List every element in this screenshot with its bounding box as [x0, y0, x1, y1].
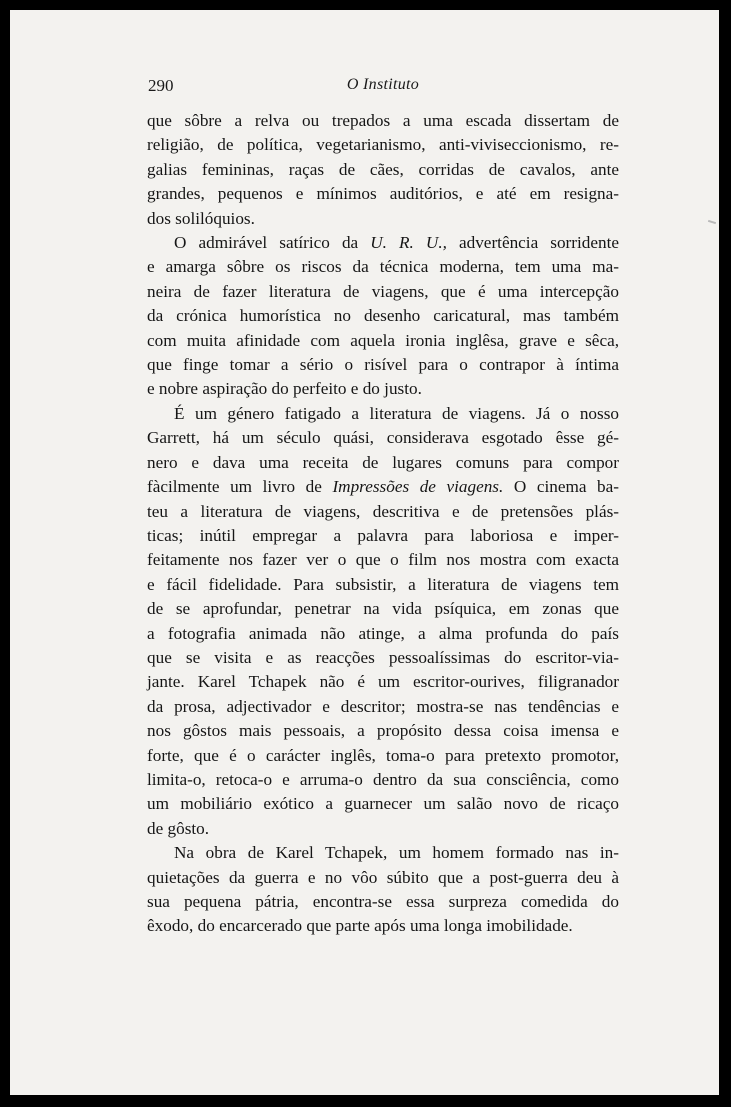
text-line: nos gôstos mais pessoais, a propósito dessa coisa imensa e: [147, 721, 619, 741]
text-line: Na obra de Karel Tchapek, um homem formado nas in-: [174, 843, 619, 863]
text-line: e nobre aspiração do perfeito e do justo.: [147, 379, 422, 399]
text-line: e amarga sôbre os riscos da técnica moderna, tem uma ma-: [147, 257, 619, 277]
text-line: que sôbre a relva ou trepados a uma escada dissertam de: [147, 111, 619, 130]
text-line: que se visita e as reacções pessoalíssimas do escritor-via-: [147, 647, 619, 667]
text-line: grandes, pequenos e mínimos auditórios, e até em resigna-: [147, 184, 619, 204]
text-line: Garrett, há um século quási, considerava esgotado êsse gé-: [147, 428, 619, 448]
body-text: [147, 109, 619, 939]
text-line: O admirável satírico da U. R. U., advertência sorridente: [174, 233, 619, 253]
text-line: neira de fazer literatura de viagens, que é uma intercepção: [147, 281, 619, 301]
text-line: jante. Karel Tchapek não é um escritor-ourives, filigranador: [147, 672, 619, 692]
text-line: limita-o, retoca-o e arruma-o dentro da sua consciência, como: [147, 769, 619, 789]
text-line: teu a literatura de viagens, descritiva e de pretensões plás-: [147, 501, 619, 521]
book-page: [10, 10, 719, 1095]
text-line: com muita afinidade com aquela ironia inglêsa, grave e sêca,: [147, 330, 619, 350]
text-line: quietações da guerra e no vôo súbito que a post-guerra deu à: [147, 867, 619, 887]
paper-speck: [708, 220, 716, 224]
text-line: êxodo, do encarcerado que parte após uma longa imobilidade.: [147, 916, 573, 936]
page-header: [148, 76, 618, 98]
text-line: religião, de política, vegetarianismo, anti-viviseccionismo, re-: [147, 135, 619, 155]
text-line: a fotografia animada não atinge, a alma profunda do país: [147, 623, 619, 643]
text-line: sua pequena pátria, encontra-se essa surpreza comedida do: [147, 892, 619, 911]
text-line: nero e dava uma receita de lugares comuns para compor: [147, 452, 619, 472]
text-line: da crónica humorística no desenho caricatural, mas também: [147, 306, 619, 326]
text-line: de se aprofundar, penetrar na vida psíquica, em zonas que: [147, 599, 619, 619]
paragraph: [147, 231, 619, 402]
text-line: dos solilóquios.: [147, 208, 255, 228]
text-line: feitamente nos fazer ver o que o film nos mostra com exacta: [147, 550, 619, 570]
text-line: e fácil fidelidade. Para subsistir, a literatura de viagens tem: [147, 574, 619, 594]
text-line: forte, que é o carácter inglês, toma-o para pretexto promotor,: [147, 745, 619, 765]
paragraph: [147, 109, 619, 231]
text-line: ticas; inútil empregar a palavra para laboriosa e imper-: [147, 525, 619, 545]
paragraph: [147, 402, 619, 841]
text-line: da prosa, adjectivador e descritor; mostra-se nas tendências e: [147, 696, 619, 716]
text-line: que finge tomar a sério o risível para o contrapor à íntima: [147, 355, 619, 375]
text-line: um mobiliário exótico a guarnecer um salão novo de ricaço: [147, 794, 619, 814]
text-line: fàcilmente um livro de Impressões de viagens. O cinema ba-: [147, 477, 619, 497]
text-line: galias femininas, raças de cães, corridas de cavalos, ante: [147, 159, 619, 179]
text-line: de gôsto.: [147, 818, 210, 838]
page-number: 290: [148, 76, 174, 95]
text-line: É um género fatigado a literatura de viagens. Já o nosso: [174, 403, 619, 423]
running-title: O Instituto: [346, 76, 420, 93]
paragraph: [147, 841, 619, 939]
